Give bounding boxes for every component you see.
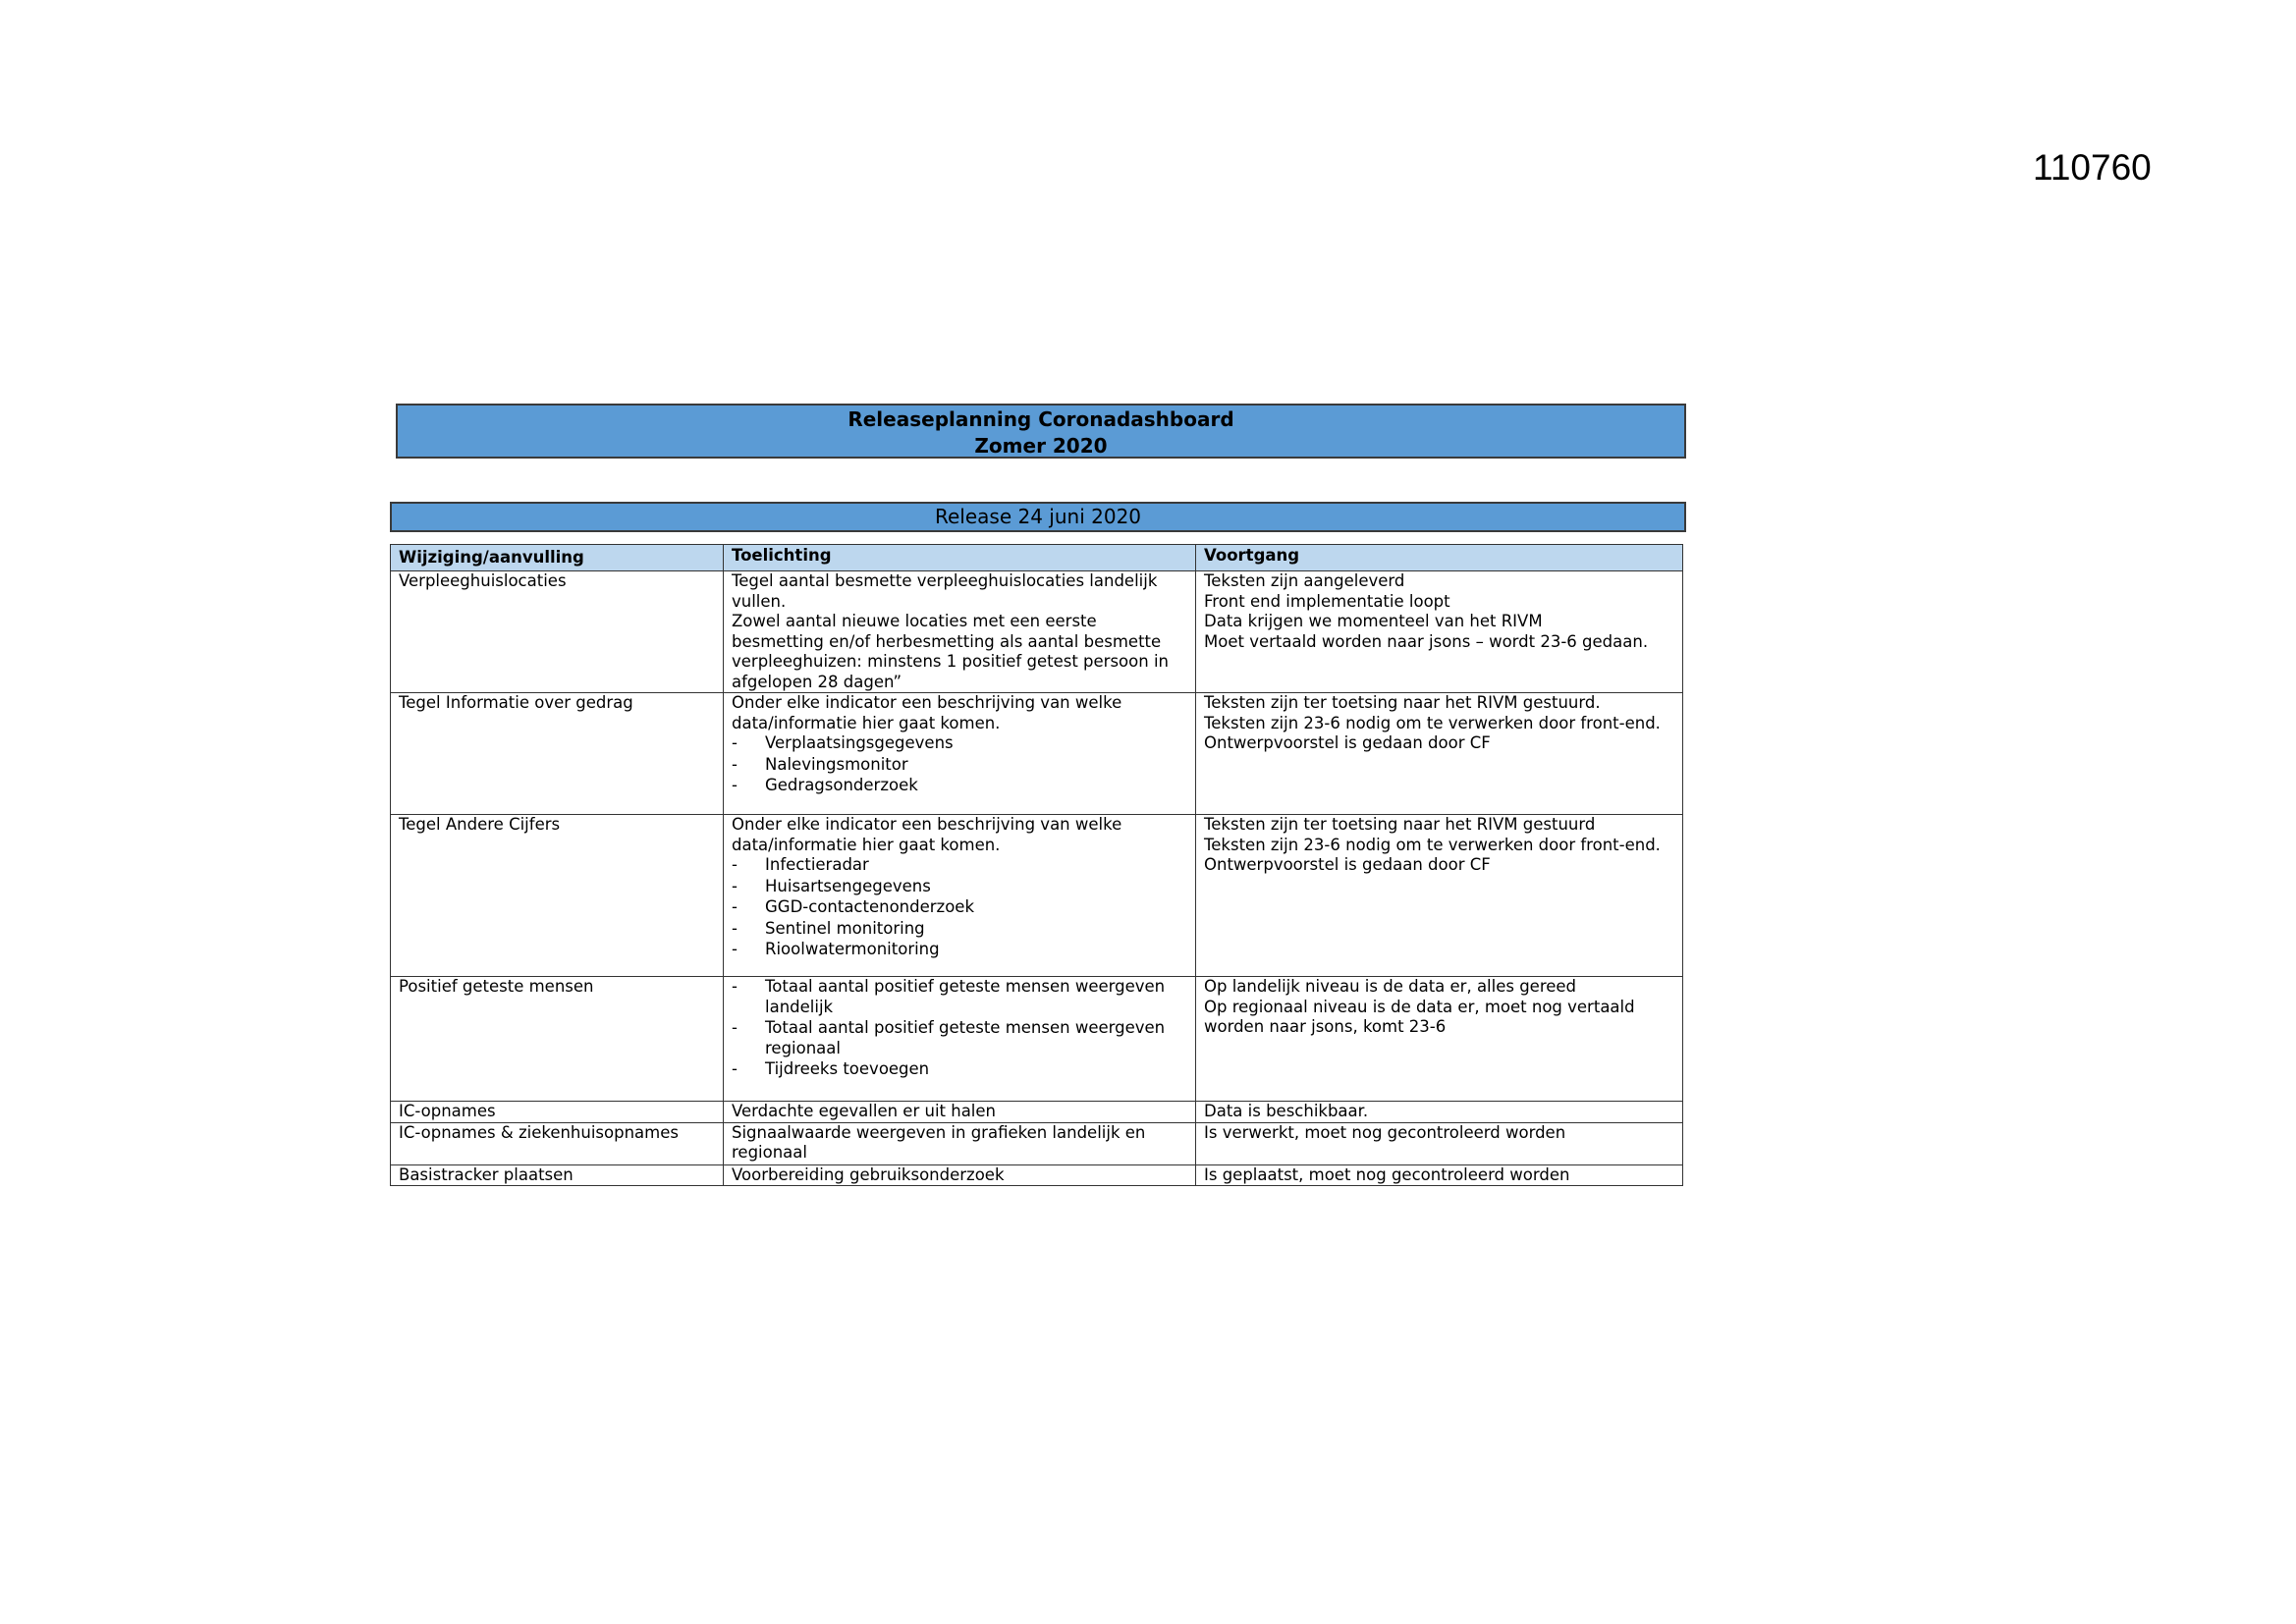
wijziging-text: Tegel Andere Cijfers <box>399 815 561 834</box>
voortgang-text: Op landelijk niveau is de data er, alles gereed <box>1204 977 1577 996</box>
list-item: - Rioolwatermonitoring <box>732 940 1187 960</box>
table-header-row <box>391 545 1683 571</box>
table-row <box>391 693 1683 815</box>
cell-wijziging <box>391 571 724 693</box>
voortgang-text: Moet vertaald worden naar jsons – wordt 23-6 gedaan. <box>1204 631 1649 651</box>
cell-toelichting <box>724 977 1196 1102</box>
cell-wijziging <box>391 1122 724 1164</box>
voortgang-text: Is verwerkt, moet nog gecontroleerd worden <box>1204 1122 1566 1142</box>
list-item: - Huisartsengegevens <box>732 877 1187 897</box>
toelichting-text: Zowel aantal nieuwe locaties met een eerste besmetting en/of herbesmetting als aantal besmette verpleeghuizen: minstens 1 positief getest persoon in afgelopen 28 dagen” <box>732 612 1169 691</box>
header-wijziging: Wijziging/aanvulling <box>391 545 724 571</box>
voortgang-text: Teksten zijn 23-6 nodig om te verwerken door front-end. Ontwerpvoorstel is gedaan door CF <box>1204 835 1661 874</box>
toelichting-text: Onder elke indicator een beschrijving van welke data/informatie hier gaat komen. <box>732 815 1122 854</box>
cell-wijziging <box>391 977 724 1102</box>
voortgang-text: Is geplaatst, moet nog gecontroleerd worden <box>1204 1164 1570 1184</box>
header-toelichting: Toelichting <box>724 545 1196 571</box>
list-item: - Nalevingsmonitor <box>732 755 1187 776</box>
toelichting-text: Tegel aantal besmette verpleeghuislocaties landelijk vullen. <box>732 571 1158 611</box>
title-line-2: Zomer 2020 <box>974 434 1108 458</box>
list-item: - Sentinel monitoring <box>732 919 1187 940</box>
table-row <box>391 571 1683 693</box>
voortgang-text: Front end implementatie loopt <box>1204 591 1450 611</box>
toelichting-list <box>732 977 1187 1080</box>
cell-voortgang <box>1196 1102 1683 1123</box>
voortgang-text: Op regionaal niveau is de data er, moet nog vertaald worden naar jsons, komt 23-6 <box>1204 997 1635 1036</box>
cell-voortgang <box>1196 1122 1683 1164</box>
header-voortgang: Voortgang <box>1196 545 1683 571</box>
toelichting-list <box>732 733 1187 796</box>
cell-toelichting <box>724 693 1196 815</box>
release-banner: Release 24 juni 2020 <box>390 502 1686 532</box>
release-planning-table <box>390 544 1683 1186</box>
title-line-1: Releaseplanning Coronadashboard <box>847 407 1234 431</box>
table-row <box>391 1102 1683 1123</box>
cell-toelichting <box>724 571 1196 693</box>
table-row <box>391 1164 1683 1186</box>
cell-voortgang <box>1196 571 1683 693</box>
table-row <box>391 815 1683 977</box>
voortgang-text: Data krijgen we momenteel van het RIVM <box>1204 612 1543 630</box>
cell-wijziging <box>391 1164 724 1186</box>
voortgang-text: Teksten zijn ter toetsing naar het RIVM gestuurd <box>1204 815 1596 834</box>
cell-wijziging <box>391 1102 724 1123</box>
voortgang-text: Ontwerpvoorstel is gedaan door CF <box>1204 733 1491 752</box>
wijziging-text: IC-opnames <box>399 1102 496 1120</box>
document-number: 110760 <box>2033 147 2152 188</box>
cell-voortgang <box>1196 815 1683 977</box>
list-item: - Totaal aantal positief geteste mensen weergeven regionaal <box>732 1018 1187 1058</box>
cell-toelichting <box>724 1102 1196 1123</box>
wijziging-text: Verpleeghuislocaties <box>399 571 567 590</box>
wijziging-text: Basistracker plaatsen <box>399 1164 574 1184</box>
cell-wijziging <box>391 815 724 977</box>
toelichting-text: Voorbereiding gebruiksonderzoek <box>732 1164 1005 1184</box>
table-row <box>391 977 1683 1102</box>
toelichting-list <box>732 855 1187 960</box>
title-banner <box>396 404 1686 459</box>
table-row <box>391 1122 1683 1164</box>
cell-voortgang <box>1196 977 1683 1102</box>
wijziging-text: Tegel Informatie over gedrag <box>399 693 633 712</box>
list-item: - GGD-contactenonderzoek <box>732 897 1187 918</box>
cell-toelichting <box>724 815 1196 977</box>
list-item: - Infectieradar <box>732 855 1187 876</box>
cell-toelichting <box>724 1164 1196 1186</box>
cell-voortgang <box>1196 1164 1683 1186</box>
list-item: - Tijdreeks toevoegen <box>732 1059 1187 1080</box>
list-item: - Gedragsonderzoek <box>732 776 1187 796</box>
voortgang-text: Teksten zijn ter toetsing naar het RIVM gestuurd. <box>1204 693 1601 712</box>
cell-voortgang <box>1196 693 1683 815</box>
voortgang-text: Teksten zijn 23-6 nodig om te verwerken door front-end. <box>1204 713 1661 732</box>
wijziging-text: Positief geteste mensen <box>399 977 594 996</box>
wijziging-text: IC-opnames & ziekenhuisopnames <box>399 1122 679 1142</box>
cell-wijziging <box>391 693 724 815</box>
list-item: - Verplaatsingsgegevens <box>732 733 1187 754</box>
voortgang-text: Teksten zijn aangeleverd <box>1204 571 1405 590</box>
toelichting-text: Onder elke indicator een beschrijving van welke data/informatie hier gaat komen. <box>732 693 1122 732</box>
toelichting-text: Verdachte egevallen er uit halen <box>732 1102 997 1120</box>
list-item: - Totaal aantal positief geteste mensen weergeven landelijk <box>732 977 1187 1017</box>
toelichting-text: Signaalwaarde weergeven in grafieken landelijk en regionaal <box>732 1122 1146 1162</box>
cell-toelichting <box>724 1122 1196 1164</box>
voortgang-text: Data is beschikbaar. <box>1204 1102 1369 1120</box>
